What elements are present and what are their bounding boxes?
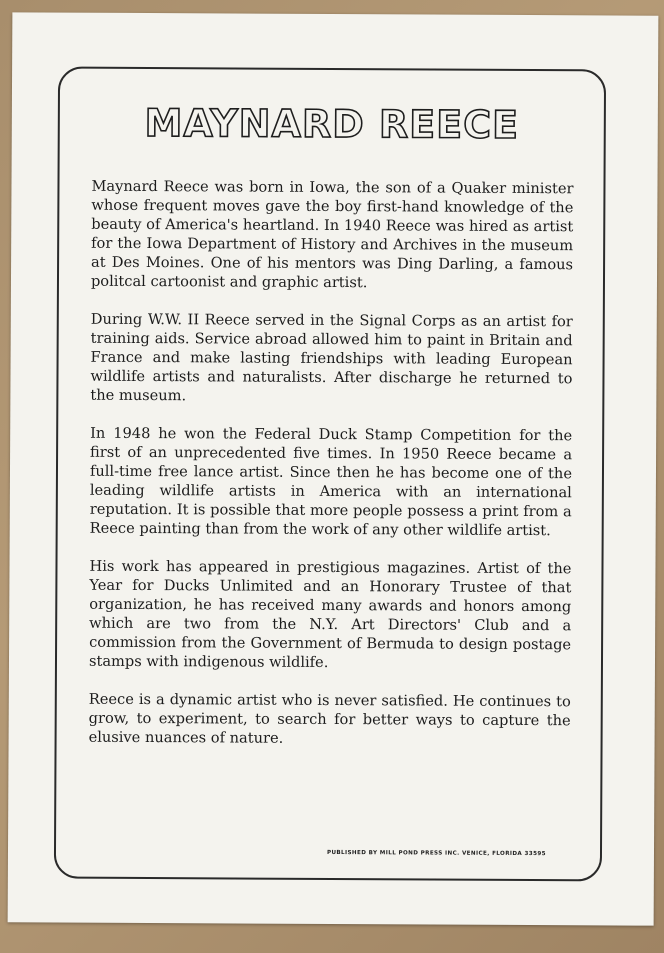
biography-card <box>8 12 659 925</box>
paragraph-war-service: During W.W. II Reece served in the Signal Corps as an artist for training aids. Service abroad allowed him to paint in Britain and France and make lasting friendships with leading European wildlife artists and naturalists. After discharge he returned to the museum. <box>90 310 573 405</box>
paragraph-birth: Maynard Reece was born in Iowa, the son of a Quaker minister whose frequent moves gave the boy first-hand knowledge of the beauty of America's heartland. In 1940 Reece was hired as artist for the Iowa Department of History and Archives in the museum at Des Moines. One of his mentors was Ding Darling, a famous politcal cartoonist and graphic artist. <box>90 177 574 292</box>
paragraph-dynamic-artist: Reece is a dynamic artist who is never satisfied. He continues to grow, to experiment, to search for better ways to capture the elusive nuances of nature. <box>88 690 571 747</box>
paragraph-duck-stamp: In 1948 he won the Federal Duck Stamp Competition for the first of an unprecedented five times. In 1950 Reece became a full-time free lance artist. Since then he has become one of the leading wildlife artists in America with an international reputation. It is possible that more people possess a print from a Reece painting than from the work of any other wildlife artist. <box>89 424 573 540</box>
rounded-border-frame <box>54 67 606 882</box>
publisher-credit: PUBLISHED BY MILL POND PRESS INC. VENICE, FLORIDA 33595 <box>326 849 547 858</box>
biography-text <box>88 177 573 769</box>
paragraph-awards: His work has appeared in prestigious magazines. Artist of the Year for Ducks Unlimited and an Honorary Trustee of that organization, he has received many awards and honors among which are two from the N.Y. Art Directors' Club and a commission from the Government of Bermuda to design postage stamps with indigenous wildlife. <box>88 557 572 671</box>
page-title: MAYNARD REECE <box>144 101 520 147</box>
